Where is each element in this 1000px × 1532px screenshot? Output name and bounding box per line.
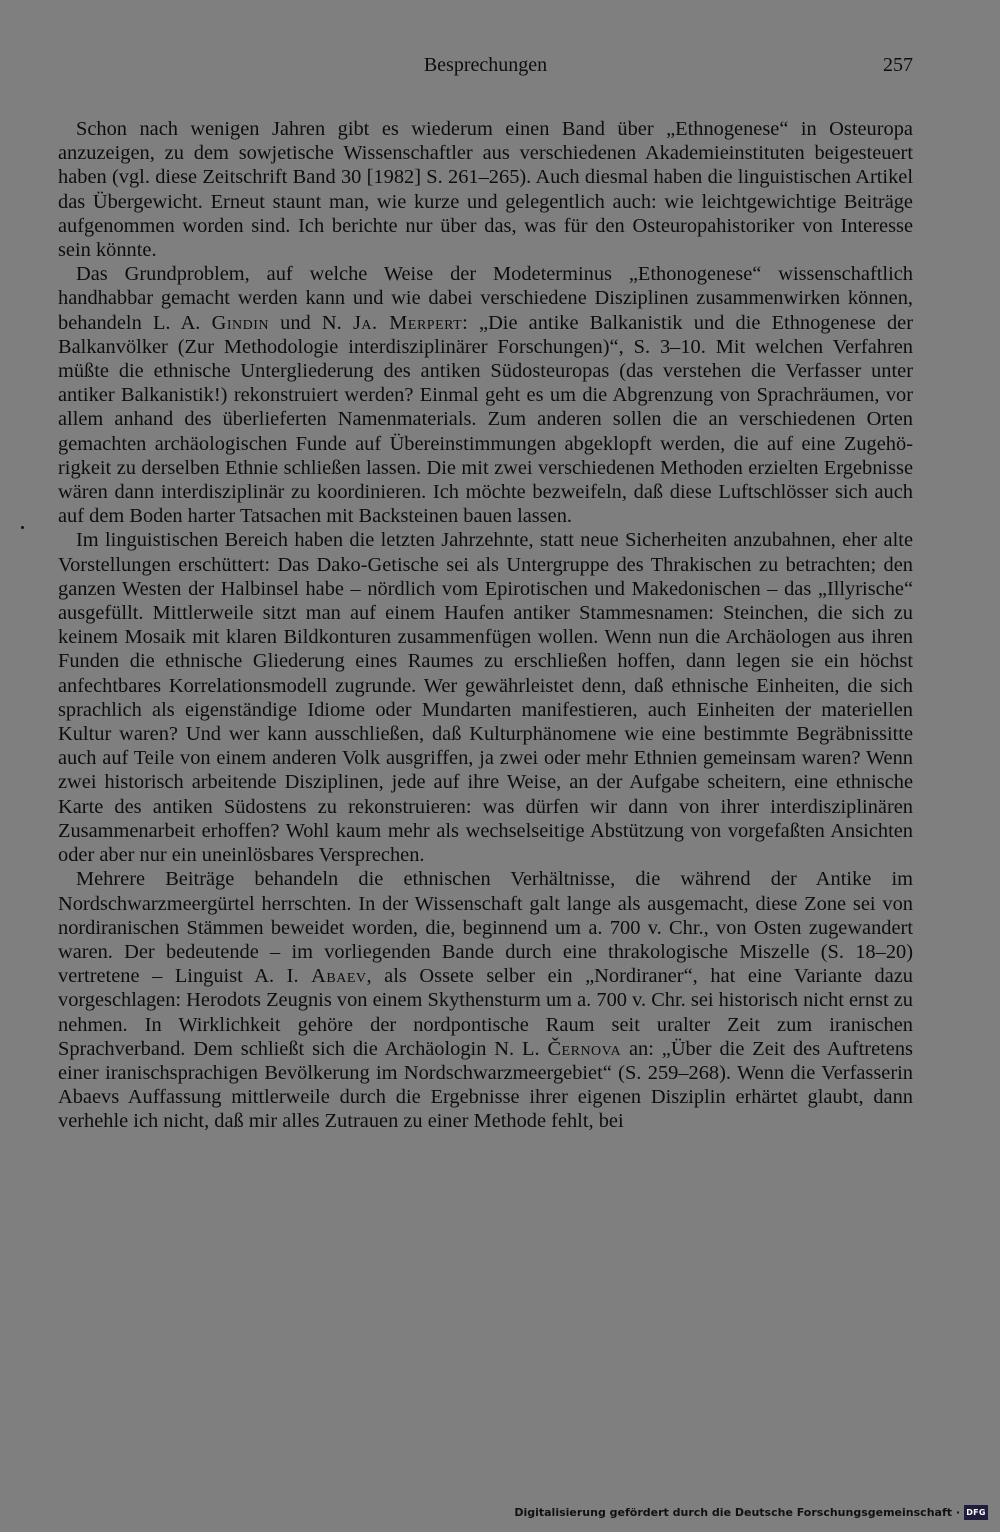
text-run: , als Ossete selber ein „Nordiraner“, hat eine Variante dazu vorgeschlagen: Herodots Zeugnis von einem Skythensturm um a. 700 v. Chr. sei historisch nicht ernst zu nehmen. In Wirklichkeit gehöre der nordpontische Raum seit uralter Zeit zum iranischen Sprachverband. Dem schließt sich die Archäologin N. L. — [58, 965, 913, 1060]
paragraph — [58, 867, 913, 1133]
author-name: Ja. Merpert — [352, 311, 463, 334]
digitization-footer — [514, 1501, 988, 1523]
dfg-logo: DFG — [964, 1505, 988, 1520]
footer-credit: Digitalisierung gefördert durch die Deutsche Forschungsgemeinschaft · — [514, 1505, 960, 1519]
text-run: : „Die antike Balkanistik und die Ethnogenese der Balkanvölker (Zur Methodologie interdisziplinärer Forschungen)“, S. 3–10. Mit welchen Verfahren müßte die ethnische Untergliederung des antiken Südosteuropas (das verstehen die Verfasser unter antiker Balkanistik!) rekonstruiert werden? Einmal geht es um die Abgrenzung von Sprachräumen, vor allem anhand des überlieferten Namenmaterials. Zum anderen sollen die an verschiedenen Orten gemachten archäologischen Funde auf Übereinstimmungen abgeklopft werden, die auf eine Zugehörigkeit zu derselben Ethnie schließen lassen. Die mit zwei verschiedenen Methoden erzielten Ergebnisse wären dann interdisziplinär zu koordinieren. Ich möchte bezweifeln, daß diese Luftschlösser sich auch auf dem Boden harter Tatsachen mit Backsteinen bauen lassen. — [58, 311, 914, 528]
text-run: Mehrere Beiträge behandeln die ethnischen Verhältnisse, die während der Antike im Nordschwarzmeergürtel herrschten. In der Wissenschaft galt lange als ausgemacht, diese Zone sei von nordiranischen Stämmen beweidet worden, die, beginnend um a. 700 v. Chr., von Osten zugewandert waren. Der bedeutende – im vorliegenden Bande durch eine thrakologische Miszelle (S. 18–20) vertretene – Linguist A. I. — [58, 868, 913, 988]
paragraph — [58, 117, 913, 262]
author-name: Abaev — [311, 965, 367, 988]
text-run: und N. — [268, 311, 353, 334]
running-title: Besprechungen — [423, 54, 548, 76]
paragraph — [58, 528, 913, 867]
paragraph — [58, 262, 913, 528]
text-run: Schon nach wenigen Jahren gibt es wiederum einen Band über „Ethnogenese“ in Osteuropa anzuzeigen, zu dem sowjetische Wissenschaftler aus verschiedenen Akademieinstituten beigesteuert haben (vgl. diese Zeitschrift Band 30 [1982] S. 261–265). Auch diesmal haben die linguistischen Artikel das Übergewicht. Erneut staunt man, wie kurze und gelegentlich auch: wie leichtgewichtige Beiträge aufgenommen worden sind. Ich berichte nur über das, was für den Osteuropahistoriker von Interesse sein könnte. — [58, 118, 913, 262]
text-run: Das Grundproblem, auf welche Weise der Modeterminus „Ethonogenese“ wissenschaftlich handhabbar gemacht werden kann und wie dabei verschiedene Disziplinen zusammenwirken können, behandeln L. A. — [58, 263, 913, 334]
author-name: Gindin — [211, 311, 269, 334]
body-text — [58, 117, 913, 1134]
margin-mark — [21, 526, 24, 529]
page-number: 257 — [883, 54, 913, 76]
author-name: Černova — [547, 1037, 622, 1060]
page-header — [58, 54, 913, 84]
text-run: an: „Über die Zeit des Auftretens einer iranischsprachigen Bevölkerung im Nordschwarzmeergebiet“ (S. 259–268). Wenn die Verfasserin Abaevs Auffassung mittlerweile durch die Ergebnisse ihrer eigenen Disziplin erhärtet glaubt, dann verhehle ich nicht, daß mir alles Zutrauen zu einer Methode fehlt, bei — [58, 1037, 913, 1133]
text-run: Im linguistischen Bereich haben die letzten Jahrzehnte, statt neue Sicherheiten anzubahnen, eher alte Vorstellungen erschüttert: Das Dako-Getische sei als Untergruppe des Thrakischen zu betrachten; den ganzen Westen der Halbinsel habe – nördlich vom Epirotischen und Makedonischen – das „Illyrische“ ausgefüllt. Mittlerweile sitzt man auf einem Haufen antiker Stammesnamen: Steinchen, die sich zu keinem Mosaik mit klaren Bildkonturen zusammenfügen wollen. Wenn nun die Archäologen aus ihren Funden die ethnische Gliederung eines Raumes zu erschließen hoffen, dann legen sie ein höchst anfechtbares Korrelationsmodell zugrunde. Wer gewährleistet denn, daß ethnische Einheiten, die sich sprachlich als eigenständige Idiome oder Mundarten manifestieren, auch Einheiten der materiellen Kultur waren? Und wer kann ausschließen, daß Kulturphänomene wie eine bestimmte Begräbnissitte auch auf Teile von einem anderen Volk ausgriffen, ja zwei oder mehr Ethnien gemeinsam waren? Wenn zwei historisch arbeitende Disziplinen, jede auf ihre Weise, an der Aufgabe scheitern, eine ethnische Karte des antiken Südostens zu rekonstruieren: was dürfen wir dann von ihrer interdisziplinären Zusammenarbeit erhoffen? Wohl kaum mehr als wechselseitige Abstützung von vorgefaßten Ansichten oder aber nur ein uneinlösbares Versprechen. — [58, 529, 913, 867]
